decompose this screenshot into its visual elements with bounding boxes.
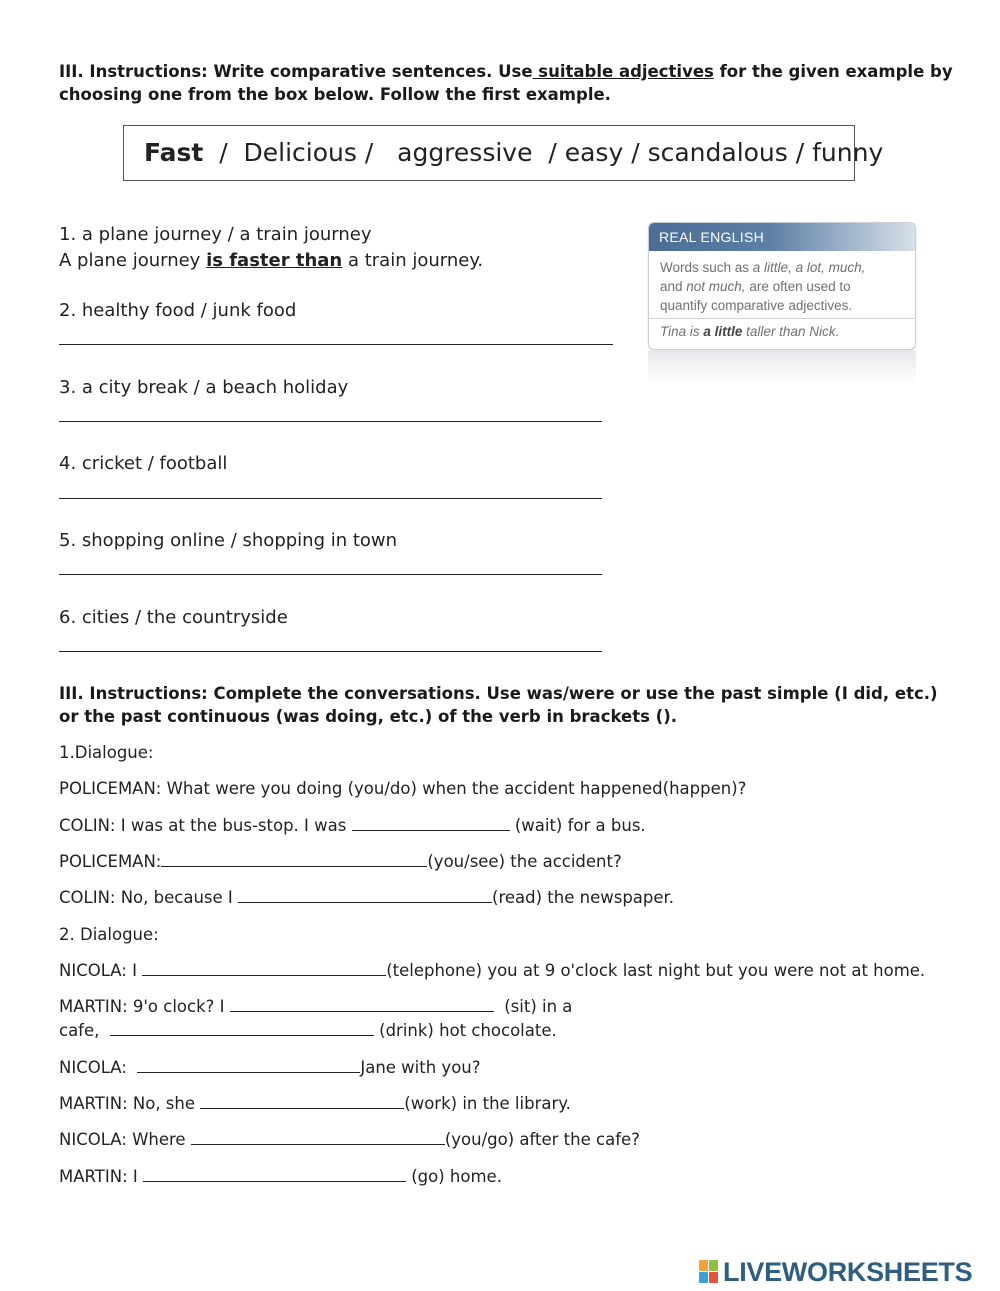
real-english-header (649, 223, 916, 251)
answer-line-2[interactable] (59, 344, 613, 345)
dialogue-text: POLICEMAN: (59, 852, 162, 871)
dialogue-text: COLIN: I was at the bus-stop. I was (59, 816, 352, 835)
dialogue-2-line-1 (59, 959, 925, 982)
dialogue-1-line-1: POLICEMAN: What were you doing (you/do) when the accident happened(happen)? (59, 779, 747, 798)
dialogue-2-line-7 (59, 1165, 502, 1188)
dialogue-1-line-4 (59, 886, 674, 909)
example-highlight: is faster than (206, 250, 343, 271)
real-english-example (660, 324, 839, 339)
instruction-underlined-text: suitable adjectives (532, 62, 714, 81)
blank-input[interactable] (191, 1129, 445, 1145)
dialogue-1-title: 1.Dialogue: (59, 743, 154, 762)
dialogue-text: (work) in the library. (404, 1094, 571, 1113)
dialogue-text: (read) the newspaper. (492, 888, 675, 907)
re-text-part: Words such as (660, 260, 753, 275)
blank-input[interactable] (200, 1093, 404, 1109)
dialogue-text: NICOLA: I (59, 961, 143, 980)
example-answer (59, 249, 483, 273)
dialogue-text: MARTIN: 9'o clock? I (59, 997, 230, 1016)
blank-input[interactable] (137, 1057, 360, 1073)
dialogue-text: (you/go) after the cafe? (444, 1130, 640, 1149)
dialogue-text: (sit) in a (493, 997, 573, 1016)
blank-input[interactable] (110, 1020, 374, 1036)
dialogue-2-title: 2. Dialogue: (59, 925, 159, 944)
blank-input[interactable] (230, 996, 494, 1012)
dialogue-1-line-2 (59, 814, 646, 837)
dialogue-text: (go) home. (406, 1167, 502, 1186)
instruction-text-line2: or the past continuous (was doing, etc.) of the verb in brackets (). (59, 707, 678, 726)
re-text-part: are often used to (745, 279, 851, 294)
blank-input[interactable] (143, 1166, 406, 1182)
dialogue-2-line-6 (59, 1128, 640, 1151)
item-6-prompt: 6. cities / the countryside (59, 607, 288, 628)
section2-instructions (59, 682, 959, 728)
real-english-explanation (660, 258, 910, 315)
item-3-prompt: 3. a city break / a beach holiday (59, 377, 349, 398)
re-example-part: Tina is (660, 324, 704, 339)
instruction-text-end: for the given example by (713, 62, 953, 81)
dialogue-text: cafe, (59, 1021, 110, 1040)
dialogue-text: Jane with you? (360, 1058, 481, 1077)
re-text-italic: a little, a lot, much, (752, 260, 866, 275)
example-text: A plane journey (59, 250, 207, 271)
item-1-prompt: 1. a plane journey / a train journey (59, 224, 372, 245)
logo-tile (709, 1272, 718, 1283)
re-text-part: quantify comparative adjectives. (660, 298, 853, 313)
re-text-italic: not much, (686, 279, 746, 294)
blank-input[interactable] (352, 815, 510, 831)
answer-line-3[interactable] (59, 421, 602, 422)
answer-line-4[interactable] (59, 498, 602, 499)
dialogue-text: (telephone) you at 9 o'clock last night but you were not at home. (386, 961, 926, 980)
answer-line-5[interactable] (59, 574, 602, 575)
dialogue-1-line-3 (59, 850, 622, 873)
logo-tile (699, 1260, 708, 1271)
adjective-word-box (123, 125, 884, 181)
dialogue-2-line-5 (59, 1092, 571, 1115)
real-english-box (648, 222, 916, 350)
real-english-reflection (648, 351, 916, 385)
blank-input[interactable] (161, 851, 427, 867)
re-text-part: and (660, 279, 687, 294)
logo-text: LIVEWORKSHEETS (723, 1257, 973, 1287)
dialogue-text: NICOLA: (59, 1058, 138, 1077)
dialogue-text: (you/see) the accident? (427, 852, 622, 871)
word-box-first-word: Fast (144, 138, 204, 167)
item-2-prompt: 2. healthy food / junk food (59, 300, 297, 321)
dialogue-text: MARTIN: I (59, 1167, 143, 1186)
instruction-text: III. Instructions: Write comparative sentences. Use (59, 62, 533, 81)
logo-tiles-icon (699, 1260, 719, 1284)
instruction-text: III. Instructions: Complete the conversations. Use was/were or use the past simple (I did, etc.) (59, 684, 938, 703)
blank-input[interactable] (142, 960, 386, 976)
re-example-bold: a little (703, 324, 743, 339)
word-box-words: / Delicious / aggressive / easy / scandalous / funny (203, 138, 884, 167)
real-english-title: REAL ENGLISH (659, 229, 765, 245)
section1-instructions (59, 60, 959, 106)
dialogue-2-line-3 (59, 1019, 557, 1042)
dialogue-text: NICOLA: Where (59, 1130, 191, 1149)
re-example-part: taller than Nick. (742, 324, 840, 339)
dialogue-text: COLIN: No, because I (59, 888, 239, 907)
instruction-text-line2: choosing one from the box below. Follow the first example. (59, 85, 611, 104)
logo-tile (699, 1272, 708, 1283)
item-4-prompt: 4. cricket / football (59, 453, 228, 474)
answer-line-6[interactable] (59, 651, 602, 652)
dialogue-2-line-4 (59, 1056, 481, 1079)
dialogue-2-line-2 (59, 995, 572, 1018)
logo-tile (709, 1260, 718, 1271)
blank-input[interactable] (238, 887, 492, 903)
dialogue-text: MARTIN: No, she (59, 1094, 201, 1113)
dialogue-text: (wait) for a bus. (509, 816, 646, 835)
item-5-prompt: 5. shopping online / shopping in town (59, 530, 398, 551)
dialogue-text: (drink) hot chocolate. (373, 1021, 557, 1040)
real-english-divider (649, 318, 916, 319)
example-text-end: a train journey. (342, 250, 484, 271)
